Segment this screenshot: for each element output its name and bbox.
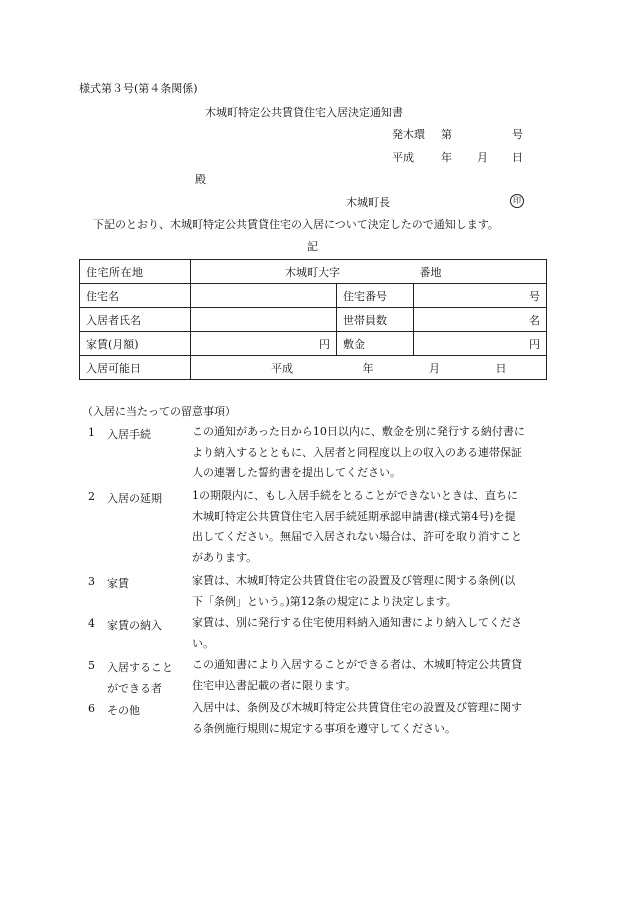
- date-day: 日: [512, 151, 523, 164]
- table-row: [80, 356, 547, 380]
- move-in-label: 入居可能日: [86, 361, 141, 375]
- seal-text: 印: [510, 194, 524, 208]
- date-year: 年: [441, 151, 452, 164]
- address-label-cell: [80, 260, 191, 284]
- move-in-year: 年: [362, 361, 374, 375]
- deposit-label: 敷金: [343, 337, 365, 351]
- house-number-label-cell: [337, 284, 414, 308]
- deposit-value: [414, 332, 547, 356]
- document-title: 木城町特定公共賃貸住宅入居決定通知書: [205, 106, 403, 119]
- table-row: [80, 308, 547, 332]
- note-line: 家賃は、別に発行する住宅使用料納入通知書により納入してくださ: [192, 616, 522, 629]
- note-heading: 入居すること: [107, 661, 173, 674]
- rent-label-cell: [80, 332, 191, 356]
- note-line: この通知書により入居することができる者は、木城町特定公共賃貸: [192, 658, 522, 671]
- deposit-label-cell: [337, 332, 414, 356]
- note-body: [192, 571, 548, 612]
- note-number: 2: [88, 490, 95, 503]
- note-line: 家賃は、木城町特定公共賃貸住宅の設置及び管理に関する条例(以: [192, 574, 516, 587]
- rent-unit: 円: [319, 337, 330, 351]
- note-line: 木城町特定公共賃貸住宅入居手続延期承認申請書(様式第4号)を提: [192, 509, 516, 523]
- note-line: 人の連署した誓約書を提出してください。: [192, 466, 401, 479]
- note-heading: 入居の延期: [107, 492, 162, 505]
- move-in-label-cell: [80, 356, 191, 380]
- move-in-month: 月: [429, 361, 440, 375]
- note-line: があります。: [192, 550, 258, 564]
- address-label-text: 住宅所在地: [86, 265, 144, 279]
- house-number-unit: 号: [529, 289, 541, 303]
- date-month: 月: [477, 151, 488, 164]
- date-era: 平成: [392, 151, 414, 164]
- note-body: [192, 486, 548, 568]
- move-in-day: 日: [495, 361, 507, 375]
- rent-label: 家賃(月額): [86, 337, 139, 351]
- note-body: [192, 698, 548, 739]
- note-body: [192, 613, 548, 654]
- doc-number-dai: 第: [441, 128, 452, 141]
- resident-label-cell: [80, 308, 191, 332]
- household-value: [414, 308, 547, 332]
- note-line: この通知があった日から10日以内に、敷金を別に発行する納付書に: [192, 425, 525, 438]
- house-number-label: 住宅番号: [343, 289, 387, 303]
- note-line: 入居中は、条例及び木城町特定公共賃貸住宅の設置及び管理に関す: [192, 701, 522, 714]
- address-suffix: 番地: [419, 265, 442, 279]
- note-line: 出してください。無届で入居されない場合は、許可を取り消すこと: [192, 530, 522, 543]
- move-in-value-cell: [191, 356, 547, 380]
- note-heading: 入居手続: [107, 428, 151, 441]
- note-heading: その他: [107, 704, 140, 717]
- note-number: 4: [88, 617, 95, 630]
- issuer: 木城町長: [346, 196, 390, 209]
- note-number: 3: [88, 575, 95, 588]
- deposit-unit: 円: [529, 337, 541, 351]
- address-value: 木城町大字: [285, 265, 340, 279]
- note-number: 1: [88, 426, 95, 439]
- note-heading: 家賃の納入: [107, 619, 162, 632]
- note-heading: 家賃: [107, 577, 129, 590]
- note-heading-line2: ができる者: [107, 682, 162, 695]
- household-unit: 名: [529, 313, 541, 327]
- house-number-value: [414, 284, 547, 308]
- household-label: 世帯員数: [343, 313, 387, 327]
- note-line: 1の期限内に、もし入居手続をとることができないときは、直ちに: [192, 489, 518, 502]
- intro-text: 下記のとおり、木城町特定公共賃貸住宅の入居について決定したので通知します。: [93, 218, 499, 231]
- note-body: [192, 655, 548, 696]
- move-in-era: 平成: [271, 361, 293, 375]
- household-label-cell: [337, 308, 414, 332]
- resident-value: [191, 308, 337, 332]
- notes-title: （入居に当たっての留意事項）: [82, 405, 236, 418]
- address-label: [86, 264, 184, 280]
- note-number: 5: [88, 659, 95, 672]
- note-line: 住宅申込書記載の者に限ります。: [192, 678, 357, 692]
- note-line: より納入するとともに、入居者と同程度以上の収入のある連帯保証: [192, 445, 522, 459]
- rent-value: [191, 332, 337, 356]
- info-table: [79, 259, 547, 380]
- table-row: [80, 260, 547, 284]
- note-line: る条例施行規則に規定する事項を遵守してください。: [192, 721, 456, 735]
- note-number: 6: [88, 702, 95, 715]
- resident-label: 入居者氏名: [86, 313, 141, 327]
- house-name-label-cell: [80, 284, 191, 308]
- ki-label: 記: [307, 240, 318, 253]
- doc-number-prefix: 発木環: [392, 128, 425, 141]
- addressee-suffix: 殿: [195, 173, 206, 186]
- note-line: 下「条例」という。)第12条の規定により決定します。: [192, 594, 457, 608]
- house-name-value: [191, 284, 337, 308]
- table-row: [80, 332, 547, 356]
- note-line: い。: [192, 636, 214, 650]
- note-body: [192, 422, 548, 484]
- address-value-cell: [191, 260, 547, 284]
- seal-mark: [510, 193, 524, 208]
- doc-number-go: 号: [512, 128, 523, 141]
- house-name-label: 住宅名: [86, 289, 119, 303]
- table-row: [80, 284, 547, 308]
- form-label: 様式第３号(第４条関係): [79, 82, 198, 95]
